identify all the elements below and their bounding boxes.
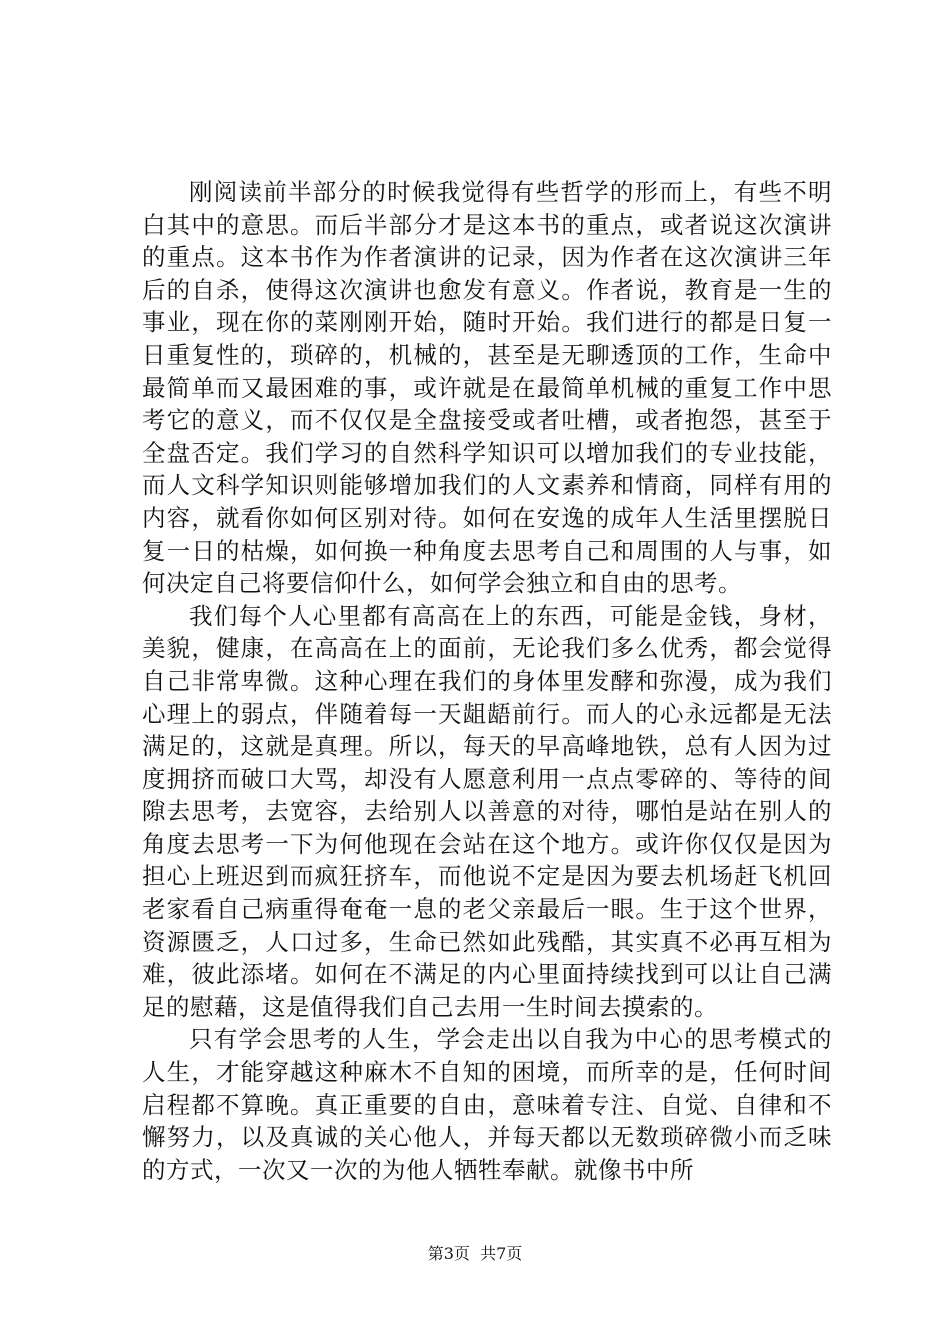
page-total: 共7页 <box>480 1244 523 1263</box>
paragraph-1: 刚阅读前半部分的时候我觉得有些哲学的形而上，有些不明白其中的意思。而后半部分才是这本书的重点，或者说这次演讲的重点。这本书作为作者演讲的记录，因为作者在这次演讲三年后的自杀，使得这次演讲也愈发有意义。作者说，教育是一生的事业，现在你的菜刚刚开始，随时开始。我们进行的都是日复一日重复性的，琐碎的，机械的，甚至是无聊透顶的工作，生命中最简单而又最困难的事，或许就是在最简单机械的重复工作中思考它的意义，而不仅仅是全盘接受或者吐槽，或者抱怨，甚至于全盘否定。我们学习的自然科学知识可以增加我们的专业技能，而人文科学知识则能够增加我们的人文素养和情商，同样有用的内容，就看你如何区别对待。如何在安逸的成年人生活里摆脱日复一日的枯燥，如何换一种角度去思考自己和周围的人与事，如何决定自己将要信仰什么，如何学会独立和自由的思考。 <box>142 178 832 598</box>
paragraph-2: 我们每个人心里都有高高在上的东西，可能是金钱，身材，美貌，健康，在高高在上的面前，无论我们多么优秀，都会觉得自己非常卑微。这种心理在我们的身体里发酵和弥漫，成为我们心理上的弱点，伴随着每一天龃龉前行。而人的心永远都是无法满足的，这就是真理。所以，每天的早高峰地铁，总有人因为过度拥挤而破口大骂，却没有人愿意利用一点点零碎的、等待的间隙去思考，去宽容，去给别人以善意的对待，哪怕是站在别人的角度去思考一下为何他现在会站在这个地方。或许你仅仅是因为担心上班迟到而疯狂挤车，而他说不定是因为要去机场赶飞机回老家看自己病重得奄奄一息的老父亲最后一眼。生于这个世界，资源匮乏，人口过多，生命已然如此残酷，其实真不必再互相为难，彼此添堵。如何在不满足的内心里面持续找到可以让自己满足的慰藉，这是值得我们自己去用一生时间去摸索的。 <box>142 601 832 1021</box>
page-number: 第3页 <box>427 1244 470 1263</box>
page-footer <box>0 1243 950 1265</box>
body-text <box>142 176 832 1186</box>
paragraph-3: 只有学会思考的人生，学会走出以自我为中心的思考模式的人生，才能穿越这种麻木不自知的困境，而所幸的是，任何时间启程都不算晚。真正重要的自由，意味着专注、自觉、自律和不懈努力，以及真诚的关心他人，并每天都以无数琐碎微小而乏味的方式，一次又一次的为他人牺牲奉献。就像书中所 <box>142 1025 832 1184</box>
